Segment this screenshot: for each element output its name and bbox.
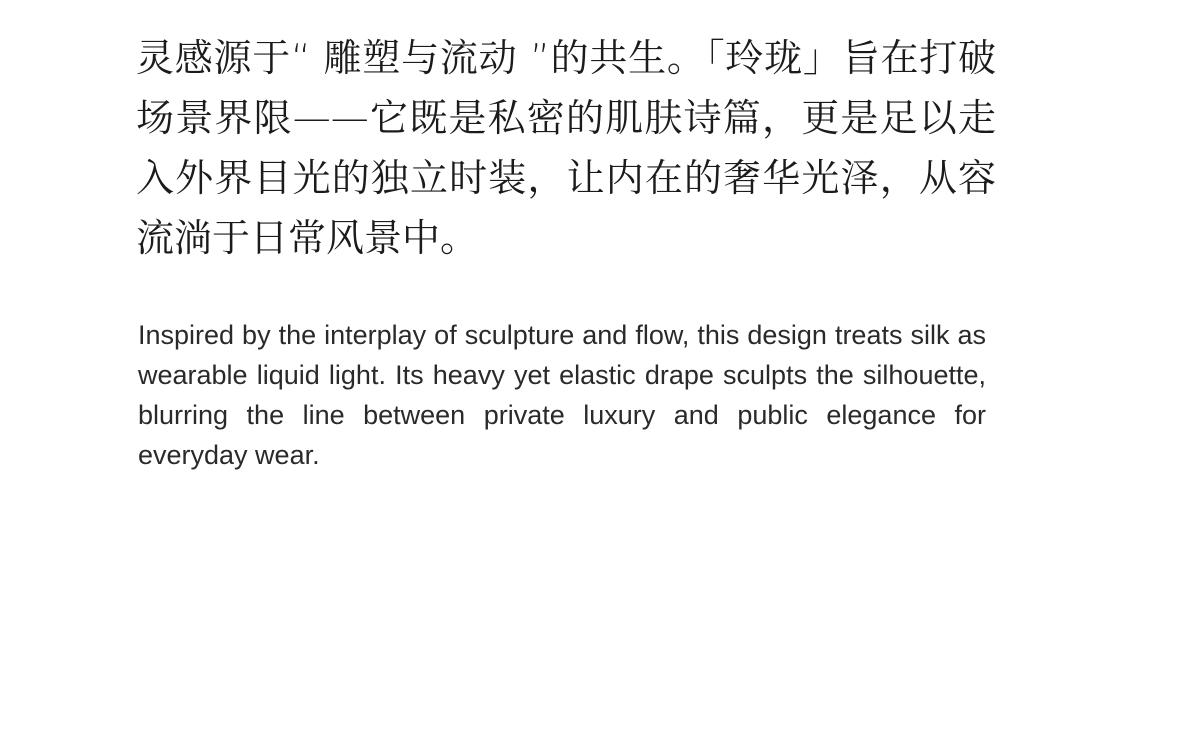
chinese-description: 灵感源于“ 雕塑与流动 ”的共生。「玲珑」旨在打破场景界限——它既是私密的肌肤诗篇，更是足以走入外界目光的独立时装，让内在的奢华光泽，从容流淌于日常风景中。 [136, 36, 996, 260]
product-description [136, 28, 996, 475]
english-description: Inspired by the interplay of sculpture and flow, this design treats silk as wearable liquid light. Its heavy yet elastic drape sculpts the silhouette, blurring the line between private luxury and public elegance for everyday wear. [138, 320, 986, 470]
